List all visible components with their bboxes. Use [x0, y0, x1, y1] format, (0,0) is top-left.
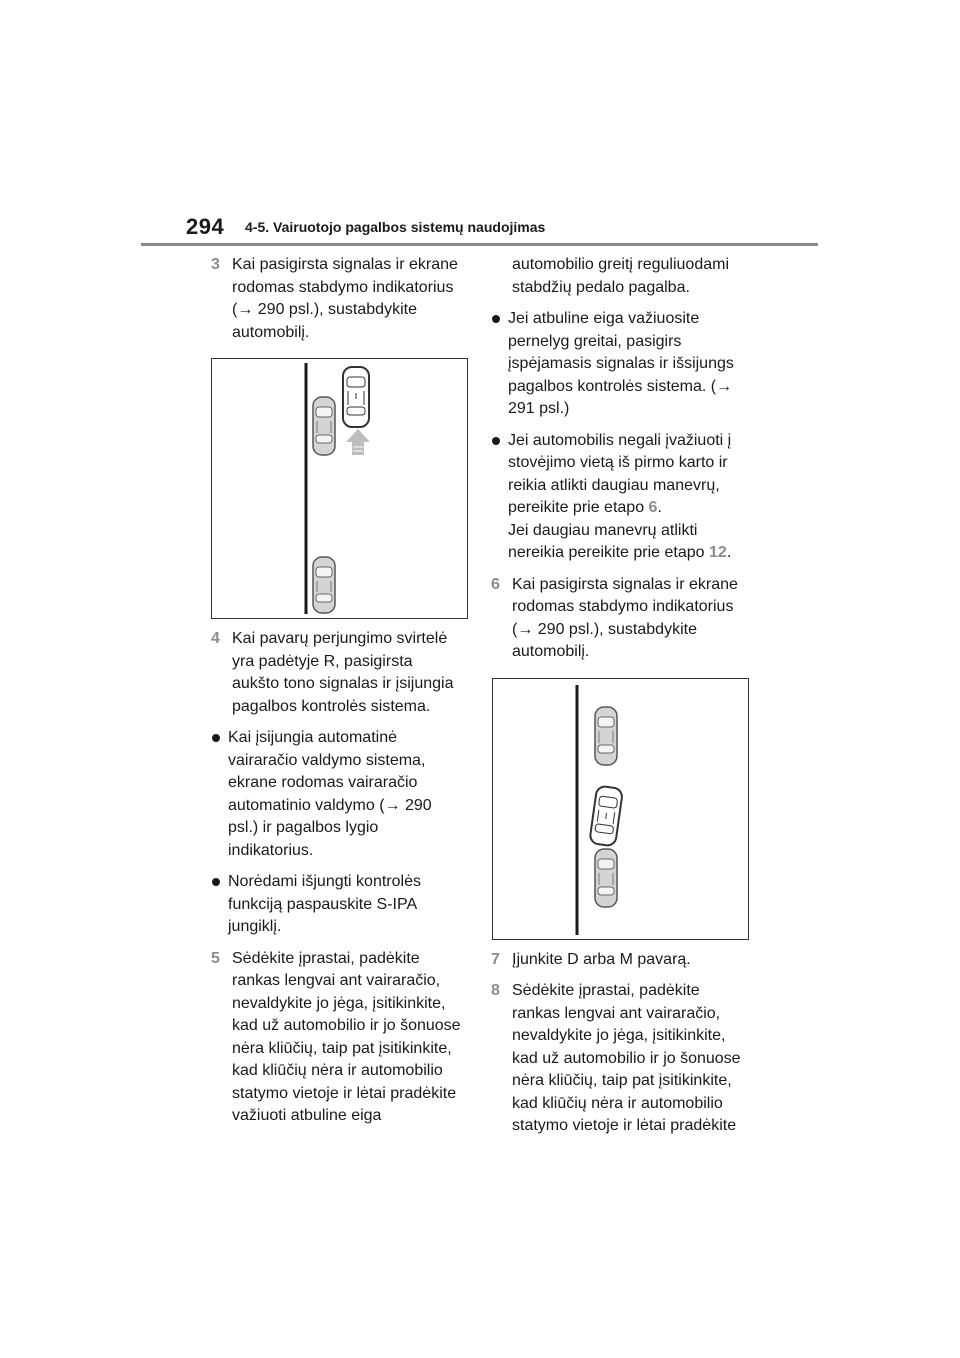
step-5 [211, 948, 473, 1128]
bullet-dot-icon [492, 315, 500, 323]
bullet-text-line: pagalbos kontrolės sistema. (→ [508, 377, 733, 395]
step-text-line: kad už automobilio ir jo šonuose [512, 1049, 741, 1067]
step-text-line: (→ 290 psl.), sustabdykite [512, 620, 697, 638]
bullet-more-maneuvers [491, 430, 753, 565]
step-text-line: automobilį. [512, 643, 590, 660]
step-reference: 12 [709, 544, 727, 561]
step-number: 8 [491, 982, 500, 999]
step-text-line: nevaldykite jo jėga, įsitikinkite, [232, 994, 446, 1012]
step-number: 5 [211, 949, 220, 967]
step-reference: 6 [648, 499, 658, 516]
step-number: 4 [211, 630, 220, 647]
bullet-disable-control [211, 871, 473, 939]
step-6 [491, 574, 753, 664]
bullet-text-line: Jei daugiau manevrų atlikti [508, 521, 698, 539]
step-text-line: (→ 290 psl.), sustabdykite [232, 301, 417, 318]
bullet-auto-steering [211, 727, 473, 862]
step-text-line: statymo vietoje ir lėtai pradėkite [512, 1117, 737, 1134]
bullet-text-line: ekrane rodomas vairaračio [228, 774, 418, 791]
bullet-text: . [657, 499, 662, 516]
forward-arrow-icon [346, 429, 370, 455]
step-text-line: nėra kliūčių, taip pat įsitikinkite, [232, 1039, 452, 1057]
step-text-line: statymo vietoje ir lėtai pradėkite [232, 1084, 457, 1102]
bullet-text-line: Jei atbuline eiga važiuosite [508, 310, 700, 327]
step-3 [211, 254, 473, 344]
bullet-text-line: įspėjamasis signalas ir išsijungs [508, 355, 734, 372]
bullet-text-line: funkciją paspauskite S-IPA [228, 895, 418, 913]
page-number: 294 [186, 214, 225, 239]
step-text-line: automobilio greitį reguliuodami [512, 256, 730, 273]
section-title: 4-5. Vairuotojo pagalbos sistemų naudojimas [245, 219, 546, 235]
own-car-icon [343, 367, 369, 427]
step-text-line: kad kliūčių nėra ir automobilio [512, 1094, 723, 1112]
parked-car-icon [313, 397, 335, 455]
bullet-text-line: pernelyg greitai, pasigirs [508, 332, 682, 350]
step-text-line: rodomas stabdymo indikatorius [512, 598, 734, 615]
bullet-dot-icon [212, 734, 220, 742]
bullet-text-line: indikatorius. [228, 841, 314, 859]
step-8 [491, 980, 753, 1138]
step-text-line: važiuoti atbuline eiga [232, 1107, 382, 1124]
step-text-line: Įjunkite D arba M pavarą. [512, 950, 691, 968]
left-column [211, 254, 473, 1137]
step-text-line: rodomas stabdymo indikatorius [232, 278, 454, 296]
step-text-line: Sėdėkite įprastai, padėkite [512, 982, 700, 999]
bullet-dot-icon [212, 878, 220, 886]
step-text-line: kad už automobilio ir jo šonuose [232, 1017, 461, 1034]
parked-car-icon [595, 849, 617, 907]
bullet-text-line: psl.) ir pagalbos lygio [228, 819, 379, 836]
bullet-text: . [726, 544, 732, 561]
illustration-reverse-start [211, 358, 468, 619]
right-column [491, 254, 753, 1147]
step-text-line: Kai pasigirsta signalas ir ekrane [512, 575, 738, 593]
parking-diagram-1 [212, 359, 467, 618]
step-text-line: rankas lengvai ant vairaračio, [512, 1004, 721, 1022]
bullet-text-line [508, 542, 753, 565]
bullet-text-line: jungiklį. [228, 918, 282, 935]
step-text-line: aukšto tono signalas ir įsijungia [232, 675, 454, 692]
step-number: 7 [491, 950, 500, 968]
parked-car-icon [313, 557, 335, 613]
bullet-too-fast-warning [491, 308, 753, 421]
step-text-line: automobilį. [232, 323, 310, 341]
bullet-text-line: Jei automobilis negali įvažiuoti į [508, 431, 732, 449]
step-4 [211, 628, 473, 718]
bullet-text: pereikite prie etapo [508, 499, 649, 516]
step-number: 6 [491, 575, 500, 593]
bullet-text: nereikia pereikite prie etapo [508, 544, 710, 561]
own-car-icon [589, 785, 623, 846]
illustration-reverse-into-spot [492, 678, 749, 940]
bullet-text-line [508, 497, 753, 520]
page-header [0, 0, 960, 250]
step-text-line: nevaldykite jo jėga, įsitikinkite, [512, 1027, 726, 1044]
parking-diagram-2 [493, 679, 748, 939]
header-divider [141, 243, 818, 246]
bullet-text-line: Kai įsijungia automatinė [228, 729, 397, 746]
bullet-text-line: automatinio valdymo (→ 290 [228, 796, 432, 814]
step-text-line: pagalbos kontrolės sistema. [232, 697, 431, 715]
step-text-line: yra padėtyje R, pasigirsta [232, 652, 413, 670]
bullet-dot-icon [492, 437, 500, 445]
bullet-text-line: reikia atlikti daugiau manevrų, [508, 476, 720, 494]
bullet-text-line: 291 psl.) [508, 400, 570, 417]
step-number: 3 [211, 256, 220, 273]
step-text-line: rankas lengvai ant vairaračio, [232, 972, 441, 989]
step-text-line: kad kliūčių nėra ir automobilio [232, 1062, 443, 1079]
step-text-line: Kai pasigirsta signalas ir ekrane [232, 256, 458, 273]
bullet-text-line: Norėdami išjungti kontrolės [228, 873, 421, 890]
step-7 [491, 949, 753, 972]
step-text-line: Kai pavarų perjungimo svirtelė [232, 630, 448, 647]
step-text-line: stabdžių pedalo pagalba. [512, 278, 690, 296]
bullet-text-line: stovėjimo vietą iš pirmo karto ir [508, 454, 728, 471]
bullet-text-line: vairaračio valdymo sistema, [228, 751, 426, 769]
step-5-continuation [491, 254, 753, 299]
step-text-line: nėra kliūčių, taip pat įsitikinkite, [512, 1072, 732, 1089]
parked-car-icon [595, 707, 617, 765]
step-text-line: Sėdėkite įprastai, padėkite [232, 949, 420, 967]
